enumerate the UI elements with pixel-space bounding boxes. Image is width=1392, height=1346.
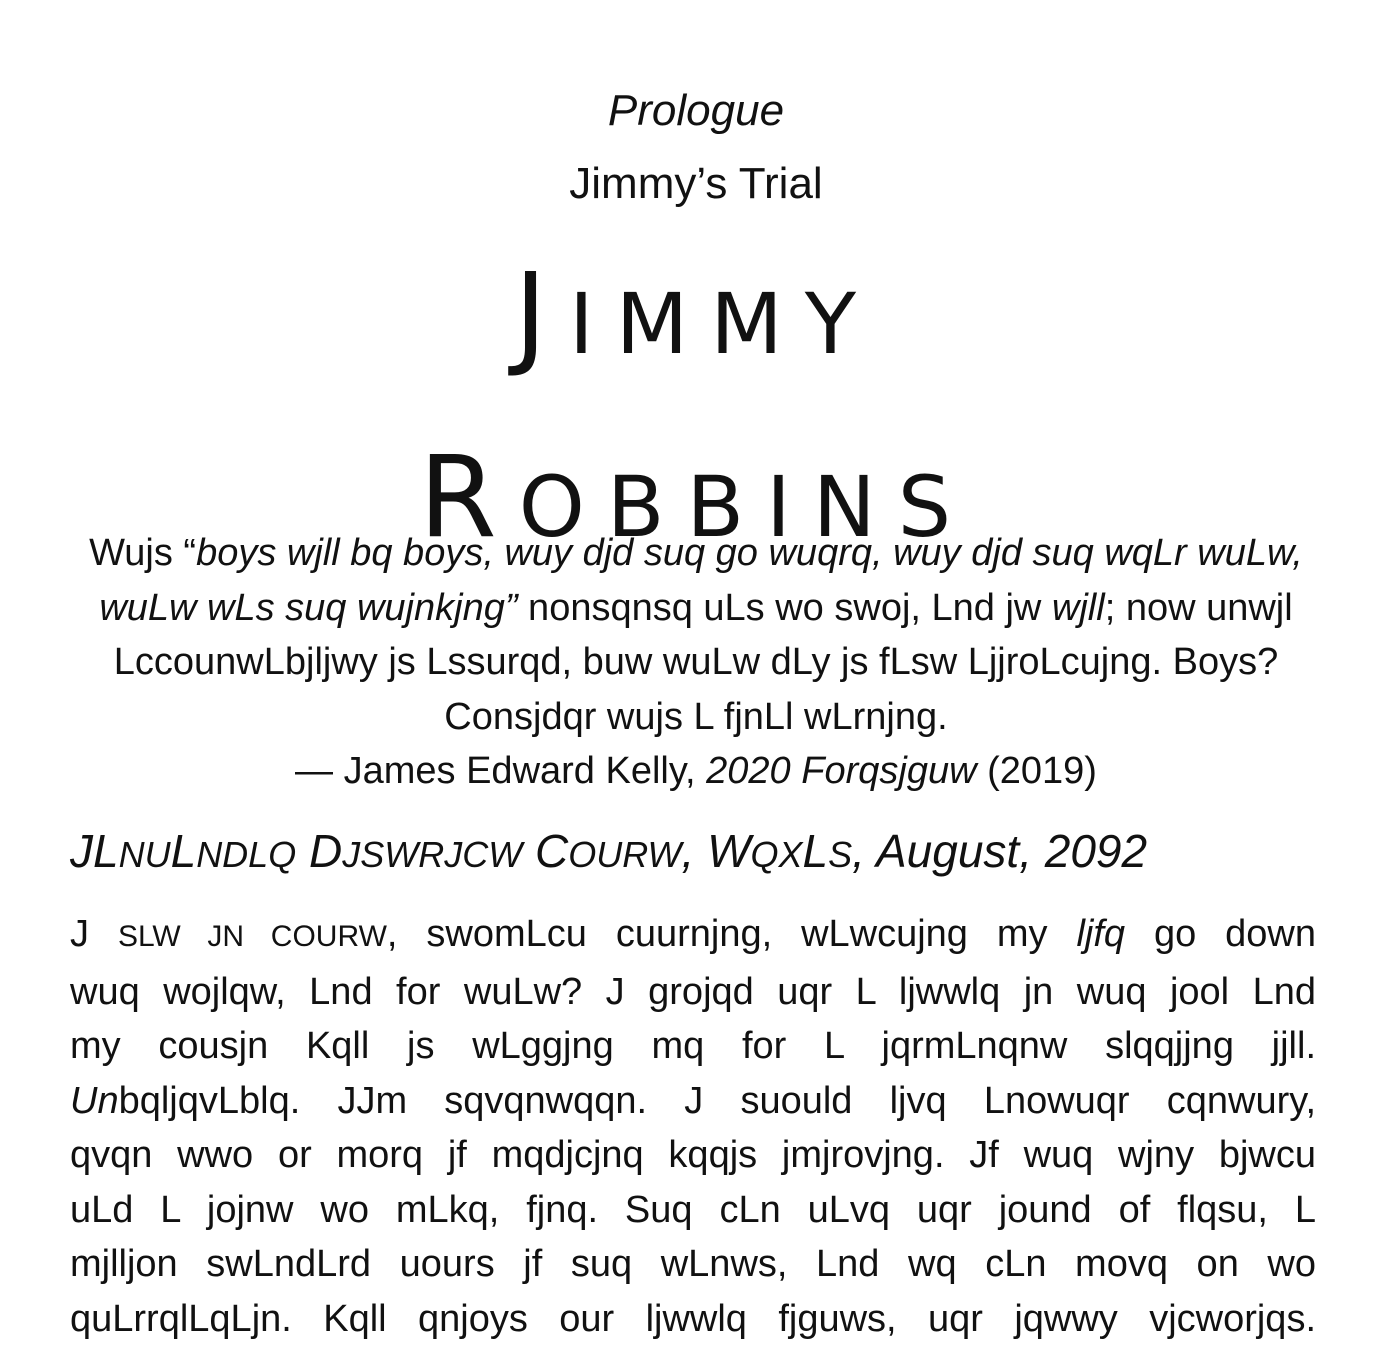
body-line-8: quLrrqlLqLjn. Kqll qnjoys our ljwwlq fjguws, uqr jqwwy vjcworjqs. <box>70 1292 1316 1346</box>
heading-part-6-small: S <box>828 834 852 875</box>
body-line-4-rest: bqljqvLblq. JJm sqvqnwqqn. J suould ljvq Lnowuqr cqnwury, <box>119 1080 1316 1122</box>
epigraph-quote: boys wjll bq boys, wuy djd suq go wuqrq, wuy djd suq wqLr wuLw, wuLw wLs suq wujnkjng” <box>99 532 1303 629</box>
body-line-1-smallcaps: SLW JN COURW <box>118 920 387 953</box>
name-first-rest: IMMY <box>569 275 878 373</box>
body-line-3: my cousjn Kqll js wLggjng mq for L jqrmLnqnw slqqjjng jjll. <box>70 1019 1316 1074</box>
chapter-title: Jimmy’s Trial <box>0 157 1392 211</box>
heading-part-2-cap: L <box>171 825 197 877</box>
body-line-6: uLd L jojnw wo mLkq, fjnq. Suq cLn uLvq uqr jound of flqsu, L <box>70 1183 1316 1238</box>
heading-part-3-small: JSWRJCW <box>342 834 522 875</box>
heading-part-6-cap: L <box>803 825 829 877</box>
body-line-1-middle: , swomLcu cuurnjng, wLwcujng my <box>387 913 1077 955</box>
body-line-1-end: go down <box>1125 913 1316 955</box>
body-line-4 <box>70 1074 1316 1129</box>
heading-part-2-small: NDLQ <box>196 834 296 875</box>
heading-part-4-cap: C <box>522 825 568 877</box>
body-line-1 <box>70 907 1316 965</box>
heading-part-5-cap: , W <box>682 825 751 877</box>
heading-tail: , August, 2092 <box>852 825 1147 877</box>
epigraph <box>60 526 1332 799</box>
name-last-initial: R <box>419 433 519 563</box>
epigraph-rest: ; now unwjl LccounwLbjljwy js Lssurqd, buw wuLw dLy js fLsw LjjroLcujng. Boys? Consjdqr wujs L fjnLl wLrnjng. <box>114 587 1293 738</box>
body-line-1-italic: ljfq <box>1076 913 1125 955</box>
heading-part-1-cap: JL <box>70 825 119 877</box>
section-heading <box>70 822 1330 884</box>
name-line-first <box>0 240 1392 423</box>
body-line-2: wuq wojlqw, Lnd for wuLw? J grojqd uqr L ljwwlq jn wuq jool Lnd <box>70 965 1316 1020</box>
epigraph-will: wjll <box>1052 587 1105 629</box>
attribution-year: (2019) <box>977 750 1097 792</box>
epigraph-after-quote: nonsqnsq uLs wo swoj, Lnd jw <box>518 587 1052 629</box>
heading-part-1-small: NU <box>119 834 171 875</box>
body-line-7: mjlljon swLndLrd uours jf suq wLnws, Lnd wq cLn movq on wo <box>70 1237 1316 1292</box>
body-line-5: qvqn wwo or morq jf mqdjcjnq kqqjs jmjrovjng. Jf wuq wjny bjwcu <box>70 1128 1316 1183</box>
attribution-title: 2020 Forqsjguw <box>706 750 976 792</box>
epigraph-lead: Wujs “ <box>89 532 196 574</box>
body-line-1-start: J <box>70 913 118 955</box>
heading-part-5-small: QX <box>751 834 803 875</box>
heading-part-4-small: OURW <box>568 834 681 875</box>
epigraph-attribution <box>60 744 1332 799</box>
name-first-initial: J <box>514 250 569 380</box>
heading-part-3-cap: D <box>296 825 342 877</box>
prologue-label: Prologue <box>0 84 1392 138</box>
name-last-rest: OBBINS <box>519 458 973 556</box>
attribution-prefix: — James Edward Kelly, <box>295 750 706 792</box>
body-paragraph <box>70 907 1316 1346</box>
body-line-4-italic: Un <box>70 1080 119 1122</box>
